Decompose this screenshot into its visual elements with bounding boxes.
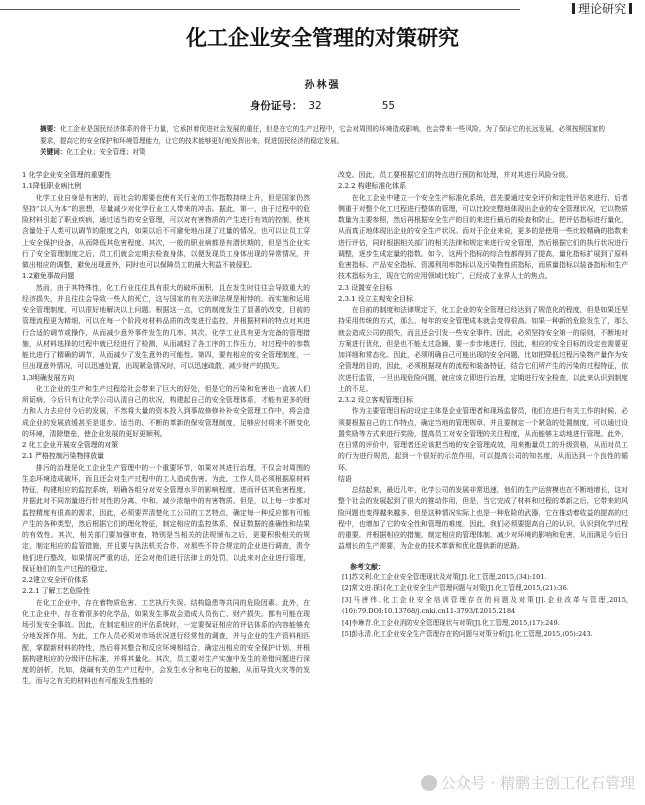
section-heading: 2.1 严格控制污染物排放量: [22, 452, 105, 461]
reference-item: [3]马唐伟.化工企业安全培训管理存在的问题及对策[J].企业改革与管理,2015,(10):79.DOI:10.13768/j.cnki.cn11-3793/f.2015.2184: [342, 595, 628, 616]
abstract-label: 摘要：: [40, 125, 60, 133]
paragraph: 作为主要管理目标的设定主体是企业管理者和现场监督员，他们在进行有关工作的时候，必须要根据自己的工作特点，确定当地的管理规章，并且要制定一个紧急的处置制度，可以通过设置奖励等方式来进行奖励，提高员工对安全管理的关注程度，从而能够主动地进行管理。此外，在日常的评价中，管理者还应该把当地的安全管理成效，用来衡量员工的升级资格，从而对员工的行为进行规范，起到一个很好的示范作用，可以提高公司的知名度，从而达到一个良性的循环。: [338, 407, 628, 472]
section-heading: 1 化学企业安全管理的重要性: [22, 171, 112, 179]
section-heading: 结语: [338, 474, 352, 483]
paragraph: 化学工业自身是有害的，而社会的需要也使有关行业的工作指数持续上升，但是国家仍然坚持“以人为本”的思想，尽量减少对化学行业工人带来的冲击。据此，第一，由于过程中的危险材料引起了职业疾病，通过适当的安全管理，可以对有害物质的产生进行有效的控制，使其含量处于人类可以调节的限度之内，如果以后不可避免地出现了过量的情况，也可以让员工穿上安全保护设备，从而降低其危害程度。其次，一般的职业病都是有潜伏期的，但是当企业实行了安全管理制度之后，员工们就会定期去检查身体，以便发现员工身体出现的异常情况，并做出相应的调整，避免出现意外，同时也可以保障员工的最大利益不被侵犯。: [22, 193, 310, 269]
paragraph: 在化工企业中建立一个安全生产标准化系统，首先要通过安全评价和定性评估来进行，后者侧重于对整个化工过程进行整体的管理，可以比较完整地体现出企业的安全管理状况，它以物质数量为主要参照，然后再根据安全生产的目的来进行最后的检查和防止，把评估指标进行量化，从而真正地体现出企业的安全生产状况。而对于企业来说，更多的是使用一些比较精确的指数来进行评估，同时根据相关部门的相关法律和规定来进行安全管理，然后根据它们的执行状况进行调整，逐步生成定量的指数。如今，这两个指标的综合性都得到了提高，量化指标扩展到了原料危害指标、产品安全指标、资源利用率指标以及污染物性质指标，而质量指标以装备指标和生产技术指标为主，现在它的应用领域比较广，已经成了业界人士的焦点。: [338, 193, 628, 281]
section-heading: 2.3.2 设立客观管理目标: [338, 396, 413, 404]
author-name: 孙林强: [304, 80, 341, 91]
right-column: [338, 170, 628, 641]
section-heading: 2 化工企业开展安全管理的对策: [22, 441, 119, 449]
reference-item: [2]常文进.探讨化工企业安全生产管理问题与对策[J].化工管理,2015,(21):36.: [342, 584, 569, 593]
paragraph: 改变。因此，员工要根据它们的特点进行预防和处理，并对其进行风险分级。: [338, 171, 573, 179]
section-heading: 1.3明确发展方向: [22, 373, 75, 382]
reference-item: [4]李琳青.化工企业消防安全管理现状与对策[J].化工管理,2015,(17):249.: [342, 618, 560, 627]
section-heading: 2.2建立安全评价体系: [22, 576, 89, 584]
id-number-line: [0, 98, 645, 113]
paragraph: 在化工企业中，存在着物质危害、工艺执行失误、结构隐患等共同的危险因素。此外，在化工企业中，存在着很多的化学品，如果发生事故会造成人员伤亡、财产损失。都有可能在现场引发安全事故。因此，在制定相应的评估系统时，一定要保证相应的评估体系的内容能够充分地发挥作用。为此，工作人员必须对市场状况进行经常性的调查，并与企业的生产资料相匹配，掌握新材料的特性，然后将其整合和反应环境相结合，确定出相应的安全保护计划，并根据构建相应的分级评估标准，并将其量化。其次，员工要对生产实施中发生的差错问题进行深度的剖析，比如，烧碱有关的生产过程中，会发生水分和电石的接触，从而导致火灾等的发生，而与之有关的材料也有可能发生性能的: [22, 598, 310, 686]
id-part-1: 32: [308, 100, 322, 112]
wechat-icon: [421, 775, 437, 791]
abstract-text: 化工企业是国民经济体系的骨干力量，它承担着促进社会发展的重任，但是在它的生产过程中，它会对周围的环境造成影响，也会带来一些风险。为了保证它的长远发展，必须按照国家的要求，提高它的安全保护和环境管理能力，让它的技术能够更好地发挥出来，促进国民经济的稳定发展。: [40, 125, 606, 145]
section-heading: 1.2避免事故问题: [22, 272, 75, 281]
id-part-2: 55: [381, 100, 396, 112]
section-heading: 2.3.1 设立主观安全目标: [338, 294, 413, 303]
section-heading: 1.1降低职业病比例: [22, 182, 82, 191]
keywords-text: 化工企业；安全管理；对策: [66, 148, 146, 156]
watermark: 公众号 · 精鹏主创工化石管理: [421, 772, 635, 793]
abstract: [40, 124, 605, 159]
references-title: 参考文献：: [350, 561, 385, 571]
reference-item: [1]苏文利.化工企业安全管理现状及对策[J].化工管理,2015,(34):101.: [342, 572, 547, 581]
paragraph: 在目前的制度和法律规定下，化工企业的安全管理已经达到了规范化的程度，但是如果还坚持采用传统的方式，那么，每年的安全管理成本就会变得很高。如果一种新的危险发生了，那么就会造成公司的损失，而且还会引发一些安全事件。因此，必须坚持安全第一的原则，不断地对方案进行优化，但是也不能太过急躁，要一步步地进行，因此，相应的安全目标的设定也需要更加详细和常态化。因此，必须明确自己可能出现的安全问题，比如把降低过程污染物产量作为安全管理的目的，因此，必须根据现有的流程和装备特征，结合它们所产生的污染的过程特征，依次进行监管，一旦出现危险问题，就应该立即进行治理，定期进行安全检查，以此来认识到制度上的不足。: [338, 306, 628, 393]
keywords-label: 关键词：: [40, 148, 67, 156]
section-tag: 理论研究: [569, 0, 635, 17]
section-heading: 2.2.2 构建标准化体系: [338, 182, 406, 191]
id-label: 身份证号：: [249, 100, 303, 112]
header-rule: [0, 9, 520, 10]
article-title: 化工企业安全管理的对策研究: [186, 26, 459, 50]
paragraph: 排污的治理是化工企业生产管理中的一个重要环节，如果对其进行治理，不仅会对周围的生态环境造成破坏，而且还会对生产过程中的工人造成伤害。为此，工作人员必须根据原材料特征，构建相应的监控系统，明确各组分对安全管理水平的影响程度，进而评估其危害程度，并据此对不同剂量进行针对性的分离、中和、减少浓缩中的有害物质。但是，以上每一步都对监控精度有很高的需求，因此，必须要弄清楚化工公司的工艺特点，确定每一种反应都有可能产生的各种类型，然后根据它们的理化特征，制定相应的监控体系，保证数据的准确性和结果的有效性。其次，相关部门要加强审查，特别是当相关的法规颁布之后，更要积极相关的规定，制定相应的监管措施，并且要与执法机关合作，对那些不符合规定的企业进行调查，责令他们进行整改，如果情况严重的话，还会对他们进行法律上的处罚，以此来对企业进行管理，保证他们的生产过程的稳定。: [22, 463, 310, 573]
paragraph: 化工企业的生产和生产过程给社会带来了巨大的好处，但是它的污染和危害也一直被人们所诟病，今后只有让化学公司认清自己的状况，构建起自己的安全管理体系，才能有更多的财力和人力去应付今后的发展，不然将大量的资本投入到事故修修补补安全管理工作中，将会造成企业的发展放缓甚至是退步。适当的、不断的革新的保安管理制度，足够应付将来不断变化的环境，清除壁垒，使企业发展的更好更顺利。: [22, 384, 310, 438]
section-heading: 2.2.1 了解工艺危险性: [22, 587, 90, 596]
references-list: [338, 572, 628, 641]
tag-bar-icon: [629, 3, 632, 14]
tag-bar-icon: [572, 3, 575, 14]
paragraph: 然而，由于其特殊性，化工行业往往具有很大的破坏面积，且在发生时往往会导致重大的经济损失，并且往往会导致一些人的死亡，这与国家的有关法律法规是相悖的。而实施和运用安全管理制度，可以很好地解决以上问题。根据这一点，它的制度发生了显著的改变，目前的管理流程更为精细，可以在每一个阶段对材料品质的改变进行监控，并根据材料的特点对其进行合适的调节或操作，从而减少意外事件发生的几率。其次，化学工业具有更为完备的管理措施，从材料选择的过程中就已经进行了检测，从而减轻了各工序的工作压力，对过程中的参数能比进行了精确的调节，从而减少了发生意外的可能性。第四，要有相应的安全管理制度，一旦出现意外情况，可以迅速处置，出现紧急情况时，可以迅速疏散，减少财产的损失。: [22, 283, 310, 371]
section-heading: 2.3 设置安全目标: [338, 283, 393, 292]
paragraph: 总结起来，最近几年，化学公司的发展非常迅速，他们的生产运营模也在不断地增长，这对整个社会的发展起到了很大的推动作用，但是，当它完成了材料和过程的革新之后，它带来的风险问题也变得越来越多，但是这种情况实际上也是一种危险的武器，它在推动着收益的提高的过程中，也增加了它的安全性和管理的难度。因此，我们必须要提高自己的认识，认识到化学过程的重要，并根据相应的措施，制定相应的管理体制，减少对环境的影响和危害，从而满足今后日益增长的生产需要，为企业的技术革新和优化提供新的思路。: [338, 486, 628, 551]
left-column: [22, 170, 310, 688]
reference-item: [5]彭永清.化工企业安全生产管理存在的问题与对策分析[J].化工管理,2015,(05):243.: [342, 630, 593, 639]
